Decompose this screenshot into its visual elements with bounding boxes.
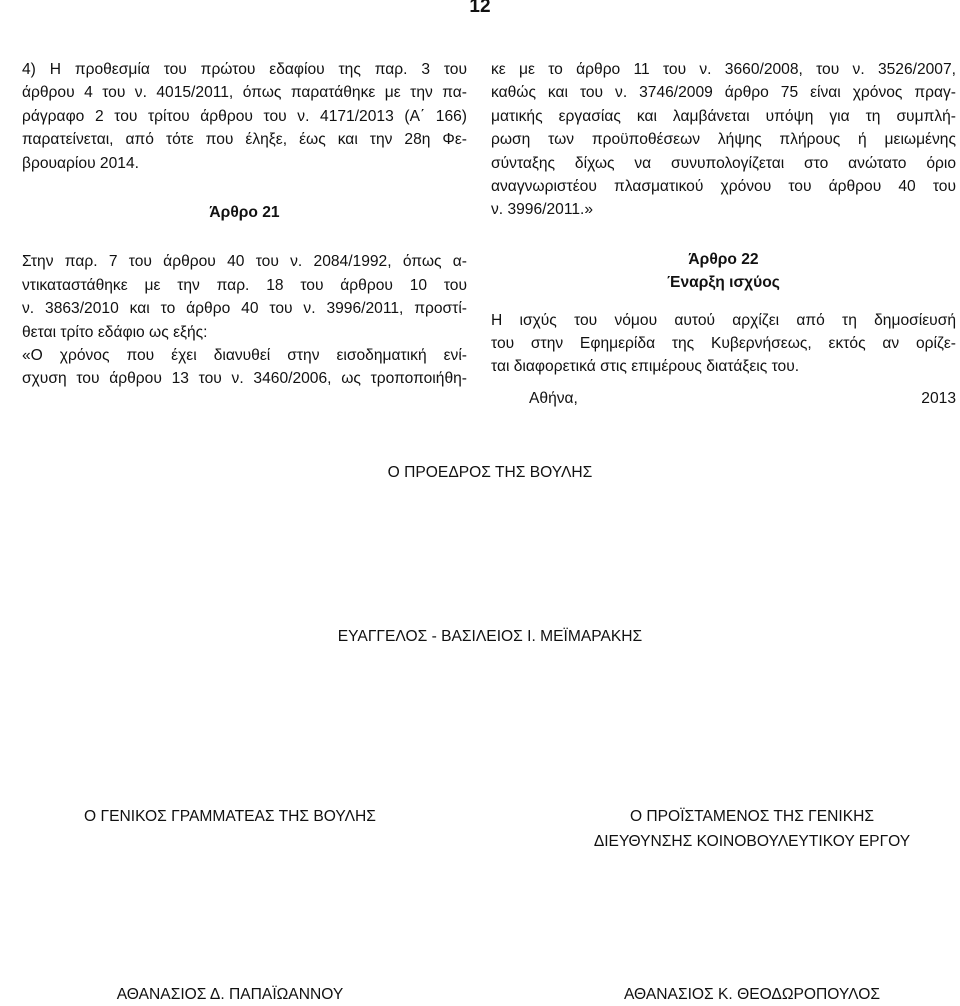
director-title-line2: ΔΙΕΥΘΥΝΣΗΣ ΚΟΙΝΟΒΟΥΛΕΥΤΙΚΟΥ ΕΡΓΟΥ <box>593 833 911 850</box>
paragraph-4 <box>22 58 467 175</box>
year: 2013 <box>921 390 956 407</box>
secretary-title: Ο ΓΕΝΙΚΟΣ ΓΡΑΜΜΑΤΕΑΣ ΤΗΣ ΒΟΥΛΗΣ <box>84 808 376 825</box>
text-line: ράγραφο 2 του τρίτου άρθρου του ν. 4171/2013 (Α΄ 166) <box>22 107 467 125</box>
text-line: ν. 3996/2011.» <box>491 201 594 219</box>
article-21-body <box>22 250 467 390</box>
president-title: Ο ΠΡΟΕΔΡΟΣ ΤΗΣ ΒΟΥΛΗΣ <box>387 464 593 481</box>
text-line: ται διαφορετικά στις επιμέρους διατάξεις του. <box>491 358 800 376</box>
text-line: ρωση των προϋποθέσεων λήψης πλήρους ή μειωμένης <box>491 131 956 149</box>
article-22-heading: Άρθρο 22 <box>688 250 759 268</box>
text-line: κε με το άρθρο 11 του ν. 3660/2008, του ν. 3526/2007, <box>491 61 956 78</box>
text-line: ντικαταστάθηκε με την παρ. 18 του άρθρου 10 του <box>22 276 467 294</box>
text-line: βρουαρίου 2014. <box>22 154 139 172</box>
secretary-name: ΑΘΑΝΑΣΙΟΣ Δ. ΠΑΠΑΪΩΑΝΝΟΥ <box>116 986 344 1003</box>
text-line: θεται τρίτο εδάφιο ως εξής: <box>22 323 208 341</box>
text-line: Στην παρ. 7 του άρθρου 40 του ν. 2084/1992, όπως α- <box>22 253 467 271</box>
text-line: παρατείνεται, από τότε που έληξε, έως και την 28η Φε- <box>22 131 467 149</box>
text-line: σύνταξης δίχως να συνυπολογίζεται στο ανώτατο όριο <box>491 154 956 172</box>
text-line: αναγνωριστέου πλασματικού χρόνου του άρθρου 40 του <box>491 178 956 196</box>
text-line: «Ο χρόνος που έχει διανυθεί στην εισοδηματική ενί- <box>22 347 467 365</box>
text-line: άρθρου 4 του ν. 4015/2011, όπως παρατάθηκε με την πα- <box>22 84 467 102</box>
place: Αθήνα, <box>529 390 578 407</box>
article-22-subtitle: Έναρξη ισχύος <box>667 274 780 292</box>
text-line: Η ισχύς του νόμου αυτού αρχίζει από τη δημοσίευσή <box>491 311 956 329</box>
text-line: ν. 3863/2010 και το άρθρο 40 του ν. 3996/2011, προστί- <box>22 300 467 318</box>
left-column <box>22 58 467 391</box>
right-column <box>491 58 956 379</box>
director-name: ΑΘΑΝΑΣΙΟΣ Κ. ΘΕΟΔΩΡΟΠΟΥΛΟΣ <box>623 986 881 1003</box>
article-21-heading: Άρθρο 21 <box>209 204 280 222</box>
text-line: του στην Εφημερίδα της Κυβερνήσεως, εκτός αν ορίζε- <box>491 335 956 353</box>
article-21-continuation <box>491 58 956 222</box>
text-line: 4) Η προθεσμία του πρώτου εδαφίου της παρ. 3 του <box>22 61 467 78</box>
text-line: ματικής εργασίας και λαμβάνεται υπόψη για τη συμπλή- <box>491 107 956 125</box>
text-line: καθώς και του ν. 3746/2009 άρθρο 75 είναι χρόνος πραγ- <box>491 84 956 102</box>
text-line: σχυση του άρθρου 13 του ν. 3460/2006, ως τροποποιήθη- <box>22 370 467 388</box>
president-name: ΕΥΑΓΓΕΛΟΣ - ΒΑΣΙΛΕΙΟΣ Ι. ΜΕΪΜΑΡΑΚΗΣ <box>337 628 643 645</box>
article-22-body <box>491 309 956 379</box>
director-title-line1: Ο ΠΡΟΪΣΤΑΜΕΝΟΣ ΤΗΣ ΓΕΝΙΚΗΣ <box>629 808 875 825</box>
page-number: 12 <box>469 0 491 17</box>
